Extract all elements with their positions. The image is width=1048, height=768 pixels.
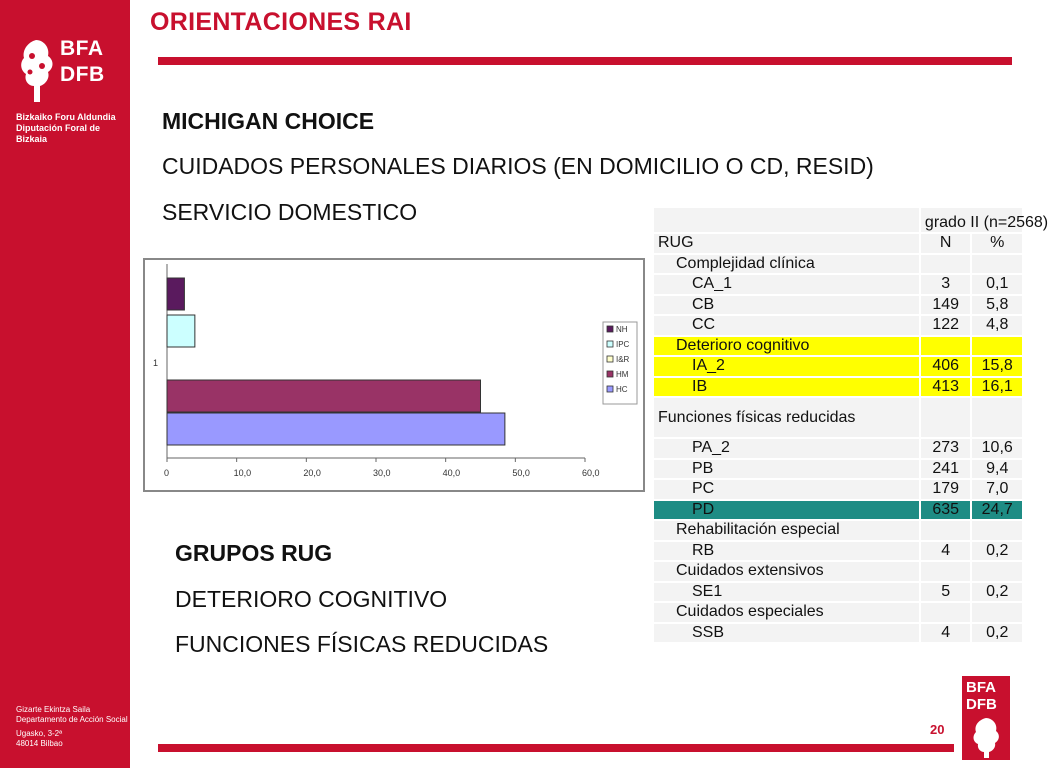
row-pct: 0,2 [971, 541, 1023, 562]
table-row [653, 582, 1023, 603]
row-pct: 24,7 [971, 500, 1023, 521]
table-row [653, 561, 1023, 582]
x-tick-label: 40,0 [442, 468, 461, 478]
row-label: Deterioro cognitivo [653, 336, 920, 357]
title-rule [158, 57, 1012, 65]
row-pct: 16,1 [971, 377, 1023, 398]
table-row [653, 520, 1023, 541]
row-pct: 7,0 [971, 479, 1023, 500]
addr-line2: 48014 Bilbao [16, 739, 63, 748]
row-label: Rehabilitación especial [653, 520, 920, 541]
row-label: Complejidad clínica [653, 254, 920, 275]
legend-swatch [607, 326, 613, 332]
row-label: CB [653, 295, 920, 316]
table-row [653, 397, 1023, 438]
table-header-row [653, 207, 1023, 233]
legend-label: IPC [616, 340, 630, 349]
table-row [653, 254, 1023, 275]
table-row [653, 459, 1023, 480]
row-label: CA_1 [653, 274, 920, 295]
dept-line1: Gizarte Ekintza Saila [16, 705, 91, 714]
row-n: 3 [920, 274, 972, 295]
row-pct: 5,8 [971, 295, 1023, 316]
column-header-rug: RUG [653, 233, 920, 254]
row-pct: 15,8 [971, 356, 1023, 377]
sidebar [0, 0, 130, 768]
row-n: 4 [920, 541, 972, 562]
row-label: IA_2 [653, 356, 920, 377]
legend-label: NH [616, 325, 628, 334]
row-label: Cuidados especiales [653, 602, 920, 623]
legend-swatch [607, 356, 613, 362]
row-n: 241 [920, 459, 972, 480]
table-row [653, 315, 1023, 336]
row-pct [971, 397, 1023, 438]
row-pct [971, 561, 1023, 582]
bar-chart [143, 258, 645, 492]
org-name [16, 112, 130, 145]
row-label: PB [653, 459, 920, 480]
row-n: 5 [920, 582, 972, 603]
row-pct [971, 254, 1023, 275]
x-tick-label: 50,0 [512, 468, 530, 478]
x-tick-label: 20,0 [303, 468, 321, 478]
row-pct: 0,2 [971, 623, 1023, 644]
row-n: 406 [920, 356, 972, 377]
row-n [920, 602, 972, 623]
table-group-header: grado II (n=2568) [920, 207, 1023, 233]
legend-swatch [607, 341, 613, 347]
table-columns-row [653, 233, 1023, 254]
top-line-2: SERVICIO DOMESTICO [162, 199, 418, 225]
corner-oak-tree-icon [970, 716, 1002, 758]
row-pct: 4,8 [971, 315, 1023, 336]
table-row [653, 479, 1023, 500]
bar-hc [167, 413, 505, 445]
legend-label: HC [616, 385, 628, 394]
row-pct: 0,2 [971, 582, 1023, 603]
row-pct: 0,1 [971, 274, 1023, 295]
table-row [653, 356, 1023, 377]
bar-hm [167, 380, 481, 412]
row-label: PA_2 [653, 438, 920, 459]
x-tick-label: 30,0 [373, 468, 391, 478]
row-n: 4 [920, 623, 972, 644]
x-tick-label: 0 [164, 468, 170, 478]
table-row [653, 336, 1023, 357]
row-n [920, 561, 972, 582]
row-pct [971, 336, 1023, 357]
row-label: RB [653, 541, 920, 562]
table-header-blank [653, 207, 920, 233]
row-n: 179 [920, 479, 972, 500]
row-n: 122 [920, 315, 972, 336]
row-pct: 9,4 [971, 459, 1023, 480]
row-pct [971, 520, 1023, 541]
table-row [653, 377, 1023, 398]
table-row [653, 438, 1023, 459]
bar-chart-svg [145, 260, 643, 490]
legend-swatch [607, 371, 613, 377]
table-row [653, 295, 1023, 316]
bottom-line-2: FUNCIONES FÍSICAS REDUCIDAS [175, 631, 549, 657]
org-line1: Bizkaiko Foru Aldundia [16, 112, 116, 122]
row-n [920, 336, 972, 357]
corner-logo-line1: BFA [966, 679, 996, 696]
column-header-n: N [920, 233, 972, 254]
row-n [920, 520, 972, 541]
dept-line2: Departamento de Acción Social [16, 715, 128, 724]
table-row [653, 500, 1023, 521]
row-pct [971, 602, 1023, 623]
row-label: SE1 [653, 582, 920, 603]
row-label: Funciones físicas reducidas [653, 397, 920, 438]
row-n [920, 397, 972, 438]
table-row [653, 623, 1023, 644]
legend-label: HM [616, 370, 629, 379]
row-label: IB [653, 377, 920, 398]
department-info [16, 705, 128, 749]
row-label: SSB [653, 623, 920, 644]
slide-title: ORIENTACIONES RAI [150, 8, 412, 36]
row-n [920, 254, 972, 275]
row-label: Cuidados extensivos [653, 561, 920, 582]
bfa-dfb-logo [16, 36, 116, 104]
x-tick-label: 10,0 [233, 468, 252, 478]
row-pct: 10,6 [971, 438, 1023, 459]
rug-table [652, 206, 1048, 644]
row-n: 273 [920, 438, 972, 459]
table-row [653, 602, 1023, 623]
row-label: PD [653, 500, 920, 521]
logo-text [60, 36, 105, 88]
table-row [653, 274, 1023, 295]
top-line-1: CUIDADOS PERSONALES DIARIOS (EN DOMICILIO O CD, RESID) [162, 153, 874, 179]
row-label: CC [653, 315, 920, 336]
row-n: 635 [920, 500, 972, 521]
table-row [653, 541, 1023, 562]
legend-label: I&R [616, 355, 630, 364]
bottom-line-1: DETERIORO COGNITIVO [175, 586, 448, 612]
oak-tree-logo-icon [16, 36, 56, 104]
legend-swatch [607, 386, 613, 392]
michigan-heading: MICHIGAN CHOICE [162, 108, 375, 134]
row-label: PC [653, 479, 920, 500]
footer-rule [158, 744, 954, 752]
bar-nh [167, 278, 184, 310]
logo-line1: BFA [60, 37, 104, 60]
rug-groups-heading: GRUPOS RUG [175, 540, 333, 566]
x-tick-label: 60,0 [582, 468, 600, 478]
org-line2: Diputación Foral de Bizkaia [16, 123, 101, 144]
bar-ipc [167, 315, 195, 347]
row-n: 413 [920, 377, 972, 398]
page-number: 20 [930, 722, 945, 737]
addr-line1: Ugasko, 3-2ª [16, 729, 63, 738]
row-n: 149 [920, 295, 972, 316]
column-header-pct: % [971, 233, 1023, 254]
category-label: 1 [153, 358, 159, 368]
corner-logo-line2: DFB [966, 696, 997, 713]
corner-logo [962, 676, 1010, 760]
logo-line2: DFB [60, 63, 105, 86]
corner-logo-text [966, 679, 997, 713]
